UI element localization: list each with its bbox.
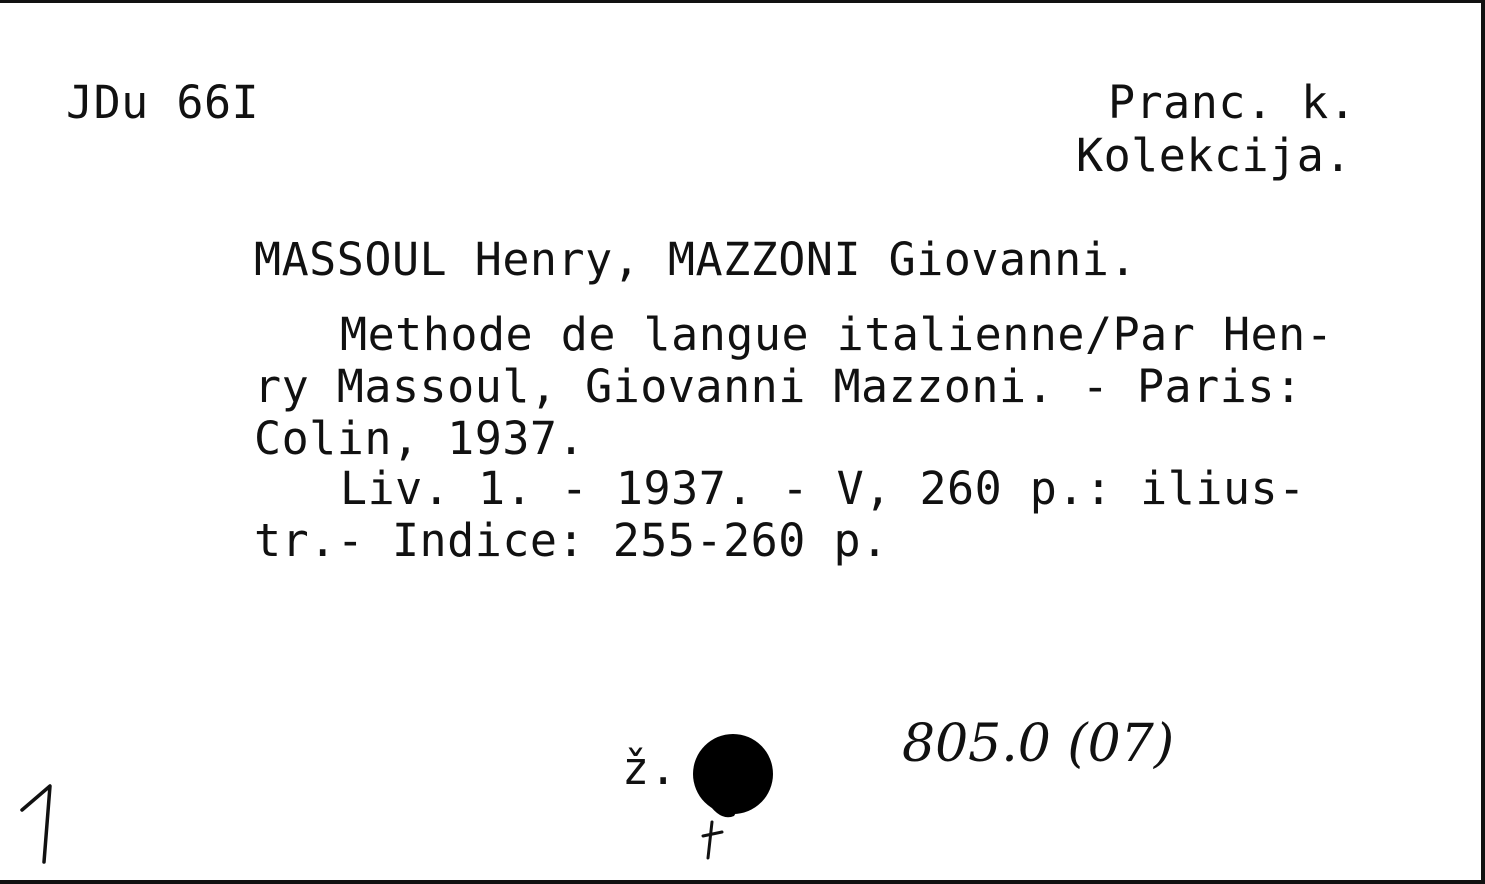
card-top-edge xyxy=(0,0,1481,3)
call-number: JDu 66I xyxy=(66,76,260,129)
corner-mark-stroke xyxy=(22,786,50,862)
description-line: ry Massoul, Giovanni Mazzoni. - Paris: xyxy=(254,360,1303,413)
stamp-mark-stroke xyxy=(703,822,722,858)
author-heading: MASSOUL Henry, MAZZONI Giovanni. xyxy=(254,233,1137,286)
classification-number: 805.0 (07) xyxy=(902,714,1175,774)
ink-dot-stamp xyxy=(693,734,773,814)
z-mark: ž. xyxy=(622,742,678,795)
collection-label: Pranc. k. xyxy=(1108,76,1357,129)
description-line: tr.- Indice: 255-260 p. xyxy=(254,514,889,567)
description-line: Methode de langue italienne/Par Hen- xyxy=(340,308,1334,361)
collection-label-2: Kolekcija. xyxy=(1076,129,1352,182)
stamp-mark: 7 xyxy=(700,856,703,861)
ink-dot-tail xyxy=(706,790,748,817)
description-line: Colin, 1937. xyxy=(254,412,586,465)
corner-mark: 1 xyxy=(24,858,27,863)
description-line: Liv. 1. - 1937. - V, 260 p.: ilius- xyxy=(340,462,1306,515)
